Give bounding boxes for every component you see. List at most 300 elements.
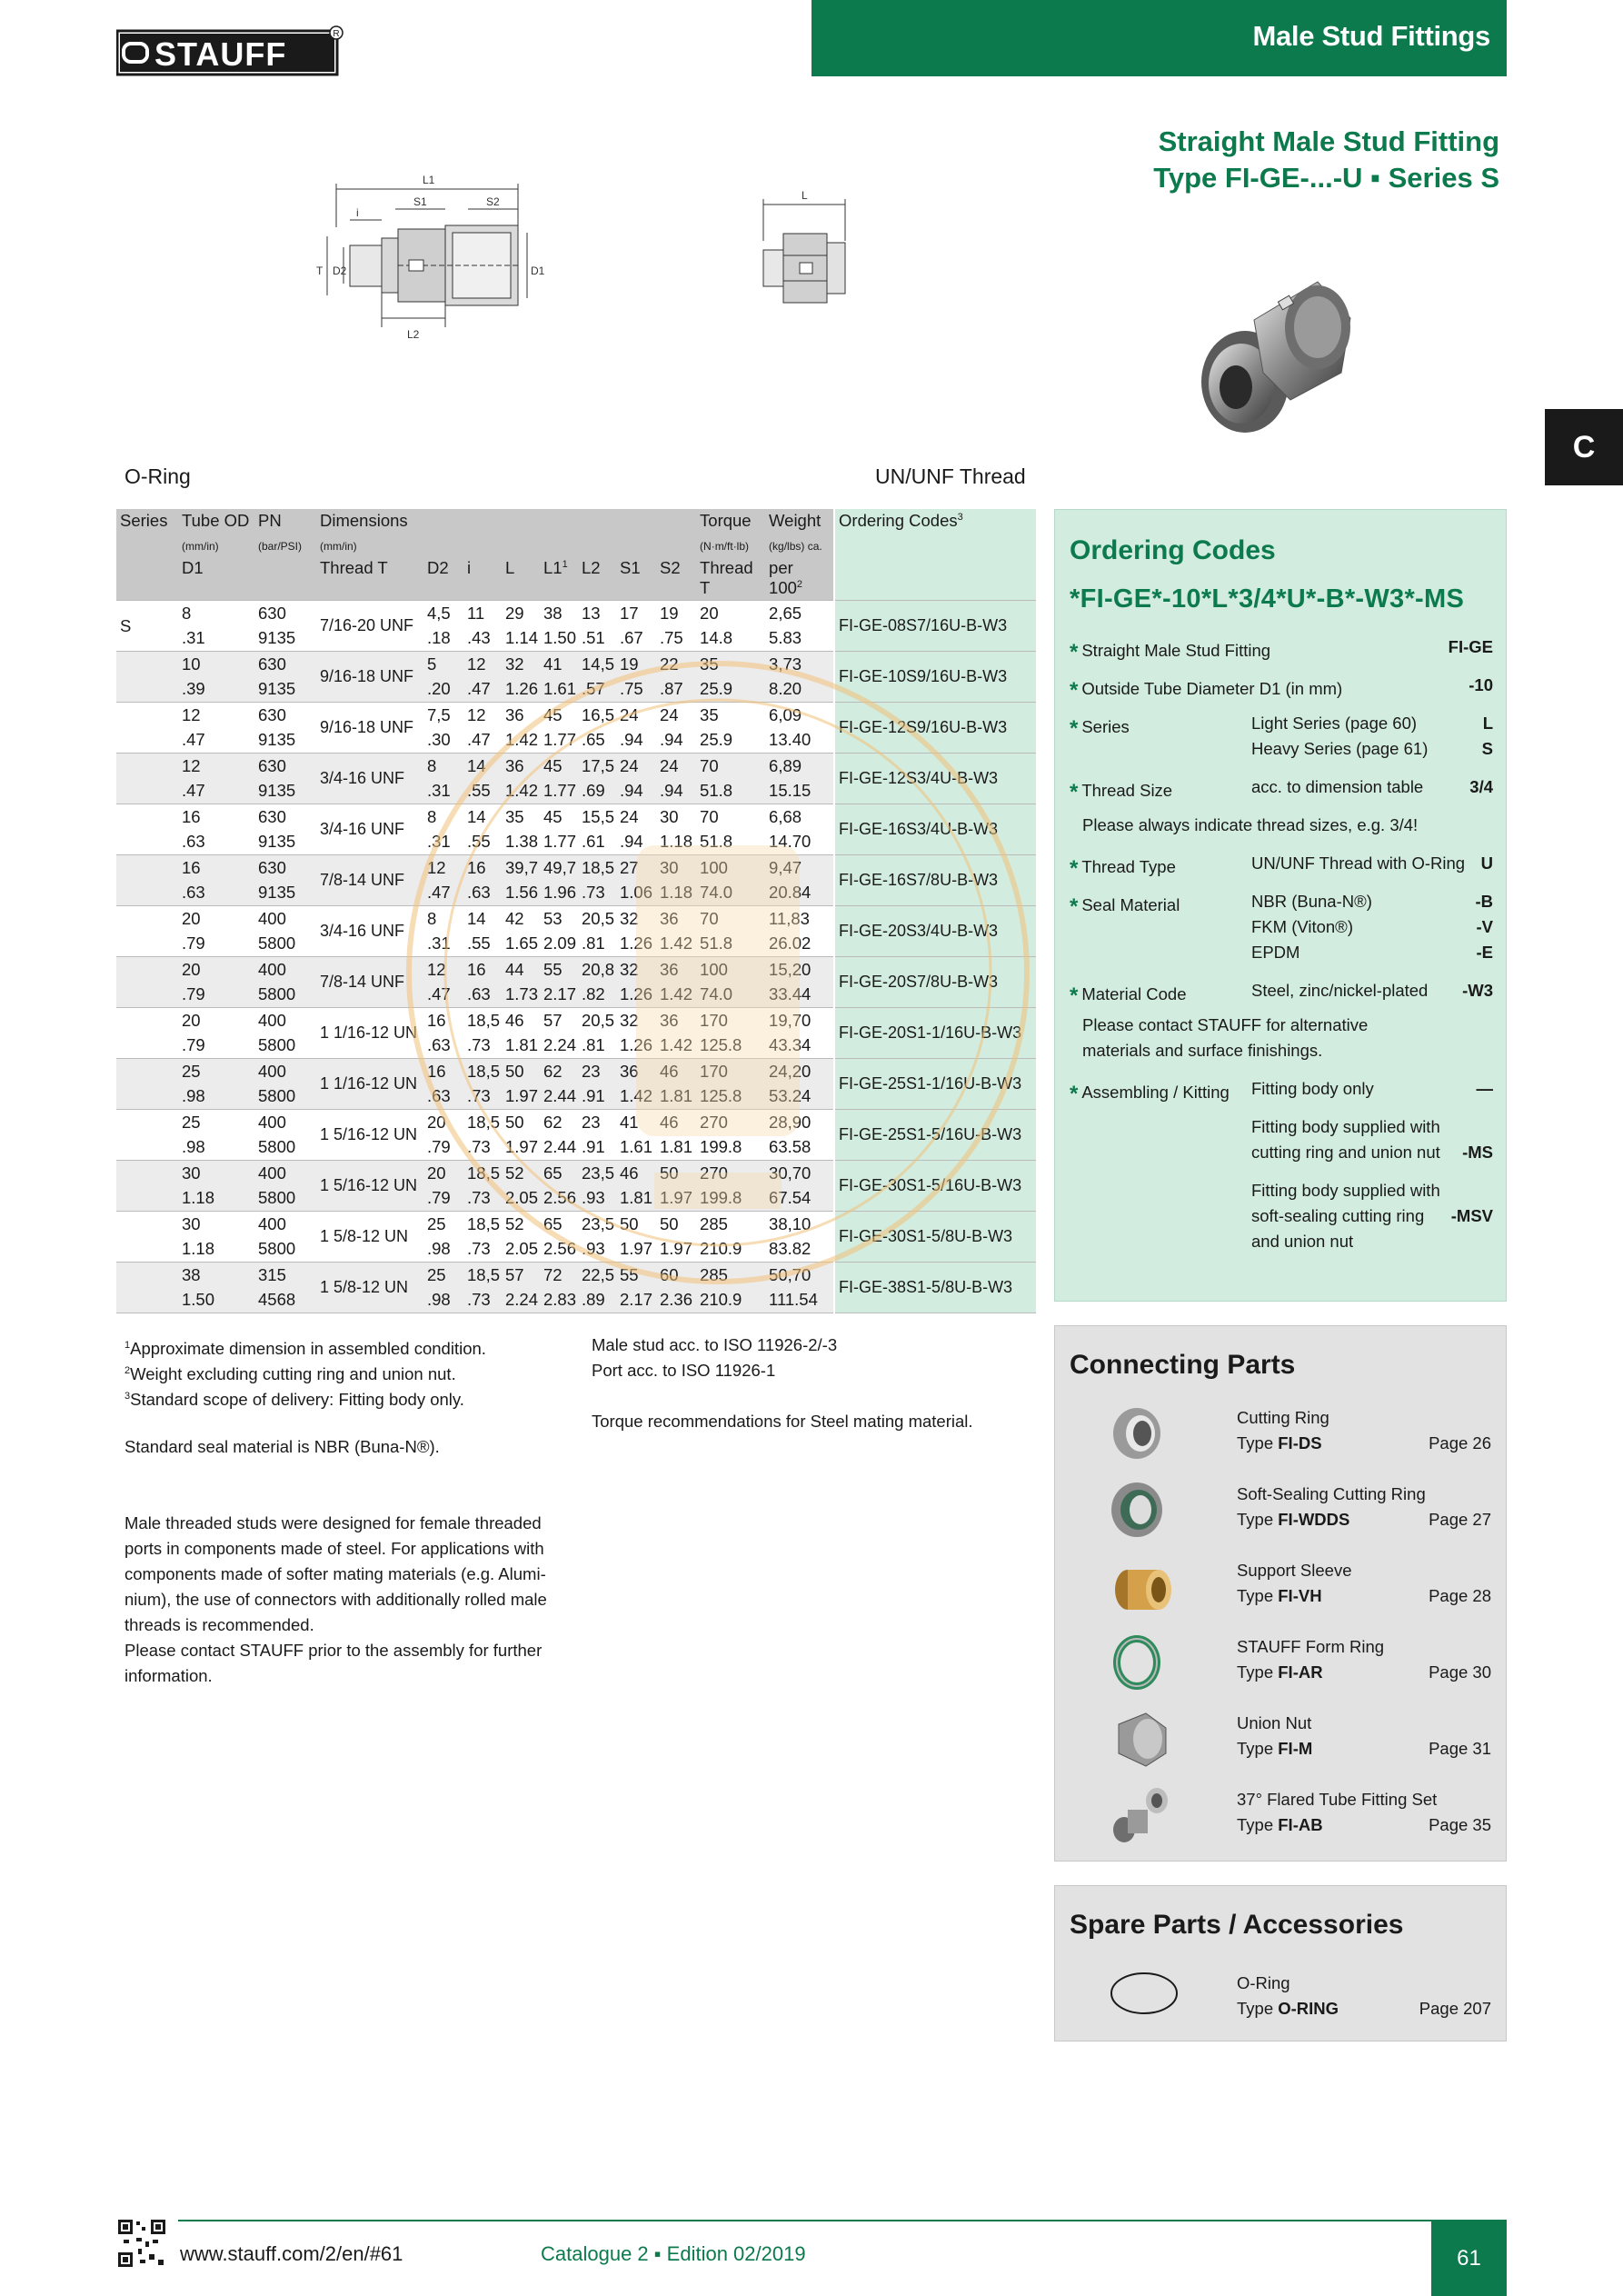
footnote-3: $^3$Standard scope of delivery: Fitting body only. (124, 1390, 464, 1410)
connecting-part-item[interactable] (1055, 1706, 1506, 1782)
cell-l1-in: 2.56 (543, 1239, 577, 1259)
cell-d2-in: .47 (423, 881, 463, 906)
cell-l1: 65 (540, 1212, 578, 1237)
cell-d2-in: .63 (423, 1084, 463, 1110)
cell-i-in: .55 (463, 779, 502, 804)
cell-d2: 25 (423, 1263, 463, 1288)
table-row (116, 906, 1036, 932)
torque-note: Torque recommendations for Steel mating material. (592, 1412, 973, 1431)
cell-s2: 60 (656, 1263, 696, 1288)
cell-l1-in: 1.77 (543, 730, 577, 750)
cell-s2: 50 (656, 1212, 696, 1237)
required-star: * (1070, 894, 1079, 919)
cell-l1: 62 (540, 1059, 578, 1084)
cell-l: 29 (502, 601, 540, 626)
table-row (116, 1161, 1036, 1186)
cell-pn-psi: 5800 (258, 1239, 296, 1259)
cell-ordering-code: FI-GE-12S9/16U-B-W3 (834, 703, 1036, 754)
ordering-value: -10 (1469, 675, 1493, 694)
cell-weight: 6,09 (765, 703, 834, 728)
cell-l-in: 2.05 (502, 1186, 540, 1212)
cell-s2-in: 1.81 (660, 1137, 693, 1157)
spare-page-link[interactable]: Page 207 (1419, 1999, 1491, 2018)
dim-label-d1: D1 (531, 265, 545, 277)
connecting-part-item[interactable] (1055, 1630, 1506, 1706)
ordering-option: cutting ring and union nut (1251, 1143, 1440, 1162)
cell-tube-od: 25 (178, 1059, 254, 1084)
ordering-value: -B (1475, 892, 1493, 911)
cell-torque-in: 51.8 (696, 779, 765, 804)
cell-weight-in: 43.34 (769, 1035, 812, 1055)
cell-i-in: .73 (467, 1137, 491, 1157)
cell-l1-in: 1.77 (543, 832, 577, 852)
cell-pn-psi: 9135 (254, 881, 316, 906)
cell-l: 39,7 (502, 855, 540, 881)
cell-s1-in: .75 (616, 677, 656, 703)
cell-d2-in: .98 (423, 1288, 463, 1313)
cell-d2-in: .79 (427, 1137, 451, 1157)
ordering-row (1070, 777, 1493, 803)
ordering-value: FI-GE (1448, 637, 1493, 656)
part-type: Type FI-AB (1237, 1815, 1323, 1834)
cell-weight: 2,65 (765, 601, 834, 626)
cell-s1: 32 (616, 957, 656, 983)
cell-i-in: .47 (463, 677, 502, 703)
cell-tube-od: 20 (178, 1008, 254, 1033)
cell-tube-od-in: .47 (178, 779, 254, 804)
cell-i-in: .73 (467, 1035, 491, 1055)
cell-l-in: 1.56 (502, 881, 540, 906)
connecting-part-item[interactable] (1055, 1401, 1506, 1477)
ordering-label: Thread Size (1081, 781, 1173, 800)
soft-sealing-ring-icon (1100, 1477, 1182, 1542)
cell-s2: 36 (656, 957, 696, 983)
ordering-value: -MSV (1450, 1206, 1493, 1225)
part-page-link[interactable]: Page 30 (1429, 1662, 1491, 1682)
cell-torque-in: 210.9 (700, 1239, 742, 1259)
cell-s2: 22 (656, 652, 696, 677)
cell-s1-in: 2.17 (616, 1288, 656, 1313)
cell-l: 50 (502, 1110, 540, 1135)
required-star: * (1070, 856, 1079, 881)
cell-s2-in: 1.97 (656, 1186, 696, 1212)
col-weight-per: per $100^2$ (765, 556, 834, 601)
cell-l2: 16,5 (578, 703, 616, 728)
table-row (116, 754, 1036, 779)
cell-l2-in: .93 (578, 1186, 616, 1212)
cell-l1: 45 (540, 754, 578, 779)
cell-thread: 3/4-16 UNF (316, 754, 423, 804)
part-type: Type FI-WDDS (1237, 1510, 1350, 1529)
ordering-label: Straight Male Stud Fitting (1081, 641, 1271, 660)
cell-d2: 5 (423, 652, 463, 677)
cell-l2-in: .93 (582, 1239, 605, 1259)
cell-series (116, 1263, 178, 1313)
cell-ordering-code: FI-GE-20S3/4U-B-W3 (834, 906, 1036, 957)
required-star: * (1070, 716, 1079, 741)
cell-weight: 38,10 (765, 1212, 834, 1237)
cell-l1: 55 (540, 957, 578, 983)
cell-series (116, 1161, 178, 1212)
cell-thread: 3/4-16 UNF (316, 906, 423, 957)
required-star: * (1070, 640, 1079, 664)
cell-weight: 19,70 (765, 1008, 834, 1033)
cell-l1-in: 1.50 (543, 628, 577, 648)
qr-code-icon[interactable] (116, 2218, 167, 2269)
cell-pn: 315 (254, 1263, 316, 1288)
cell-pn-psi: 9135 (258, 832, 296, 852)
cell-i: 12 (463, 703, 502, 728)
cell-s2-in: 2.36 (656, 1288, 696, 1313)
cell-weight: 9,47 (765, 855, 834, 881)
cell-weight: 6,89 (765, 754, 834, 779)
cell-l: 35 (502, 804, 540, 830)
cell-thread: 1 1/16-12 UN (316, 1059, 423, 1110)
part-name: STAUFF Form Ring (1237, 1637, 1385, 1656)
part-name: Cutting Ring (1237, 1408, 1329, 1427)
cell-l2: 20,5 (578, 906, 616, 932)
cell-pn-psi: 5800 (258, 1035, 296, 1055)
cell-s1-in: .94 (620, 730, 643, 750)
section-title: Male Stud Fittings (1252, 20, 1490, 52)
page-number: 61 (1431, 2221, 1507, 2296)
cell-weight-in: 13.40 (769, 730, 812, 750)
table-row (116, 1263, 1036, 1288)
cell-tube-od-in: 1.18 (182, 1239, 215, 1259)
col-series: Series (116, 509, 178, 533)
cell-l-in: 1.97 (502, 1084, 540, 1110)
cell-d2-in: .31 (427, 933, 451, 953)
cell-l-in: 2.24 (502, 1288, 540, 1313)
cell-tube-od-in: .98 (182, 1137, 205, 1157)
cell-l1-in: 2.44 (543, 1137, 577, 1157)
ordering-value: U (1480, 854, 1493, 873)
cell-s2: 24 (656, 754, 696, 779)
ordering-value: L (1482, 714, 1493, 733)
cell-s2: 36 (656, 906, 696, 932)
cell-s2-in: 1.42 (656, 983, 696, 1008)
cell-thread: 1 1/16-12 UN (316, 1008, 423, 1059)
cell-weight-in: 8.20 (765, 677, 834, 703)
cell-tube-od: 16 (178, 804, 254, 830)
spare-type: Type O-RING (1237, 1999, 1339, 2018)
part-page-link[interactable]: Page 31 (1429, 1739, 1491, 1758)
cell-weight-in: 20.84 (765, 881, 834, 906)
part-page-link[interactable]: Page 28 (1429, 1586, 1491, 1605)
cell-weight: 28,90 (765, 1110, 834, 1135)
cell-l2: 14,5 (578, 652, 616, 677)
cell-s2: 46 (656, 1110, 696, 1135)
cell-series: S (116, 601, 178, 652)
ordering-option: NBR (Buna-N®) (1251, 892, 1372, 911)
table-row (116, 601, 1036, 626)
footnote-2: $^2$Weight excluding cutting ring and union nut. (124, 1364, 456, 1384)
cell-l2: 17,5 (578, 754, 616, 779)
dim-label-s2: S2 (486, 195, 500, 208)
col-i: i (463, 556, 502, 601)
cell-torque-in: 199.8 (696, 1186, 765, 1212)
cell-ordering-code: FI-GE-16S3/4U-B-W3 (834, 804, 1036, 855)
cell-s2: 50 (656, 1161, 696, 1186)
cell-ordering-code: FI-GE-20S7/8U-B-W3 (834, 957, 1036, 1008)
cell-tube-od: 20 (178, 906, 254, 932)
cell-pn: 630 (254, 601, 316, 626)
cell-s1: 27 (616, 855, 656, 881)
cell-s2-in: 1.18 (660, 832, 693, 852)
cell-s1: 24 (616, 804, 656, 830)
cell-s2-in: 1.97 (660, 1239, 693, 1259)
cell-l2: 23,5 (578, 1161, 616, 1186)
cell-d2-in: .79 (423, 1186, 463, 1212)
cell-ordering-code: FI-GE-25S1-1/16U-B-W3 (834, 1059, 1036, 1110)
thread-label: UN/UNF Thread (875, 464, 1026, 488)
connecting-parts-panel (1054, 1325, 1507, 1862)
cell-l2: 23,5 (578, 1212, 616, 1237)
cell-thread: 7/8-14 UNF (316, 855, 423, 906)
cell-s1: 55 (616, 1263, 656, 1288)
ordering-label: Assembling / Kitting (1081, 1083, 1230, 1102)
cell-l1-in: 2.24 (543, 1035, 577, 1055)
iso-note-1: Male stud acc. to ISO 11926-2/-3 (592, 1335, 838, 1354)
cell-pn-psi: 5800 (258, 1137, 296, 1157)
cell-tube-od-in: .63 (182, 832, 205, 852)
cell-s1-in: .94 (620, 832, 643, 852)
dim-label-d2: D2 (333, 265, 347, 277)
cell-i: 16 (463, 957, 502, 983)
ordering-row (1070, 854, 1493, 879)
cell-pn-psi: 5800 (254, 1186, 316, 1212)
required-star: * (1070, 678, 1079, 703)
ordering-option: Fitting body only (1251, 1079, 1374, 1098)
cell-l1-in: 1.61 (540, 677, 578, 703)
form-ring-icon (1100, 1630, 1182, 1695)
cell-i: 18,5 (463, 1212, 502, 1237)
cell-ordering-code: FI-GE-12S3/4U-B-W3 (834, 754, 1036, 804)
cell-thread: 3/4-16 UNF (316, 804, 423, 855)
part-name: 37° Flared Tube Fitting Set (1237, 1790, 1438, 1809)
steel-note-3: components made of softer mating materials (e.g. Alumi- (124, 1564, 546, 1583)
cell-weight-in: 26.02 (769, 933, 812, 953)
iso-note-2: Port acc. to ISO 11926-1 (592, 1361, 776, 1380)
cell-l: 36 (502, 703, 540, 728)
cell-l1-in: 2.83 (540, 1288, 578, 1313)
cell-pn: 400 (254, 1110, 316, 1135)
cell-d2: 25 (423, 1212, 463, 1237)
cell-series (116, 1212, 178, 1263)
cell-tube-od: 8 (178, 601, 254, 626)
cell-weight: 24,20 (765, 1059, 834, 1084)
cell-pn-psi: 5800 (254, 983, 316, 1008)
connecting-part-item[interactable] (1055, 1477, 1506, 1553)
ordering-row (1070, 675, 1493, 701)
cell-d2: 20 (423, 1110, 463, 1135)
ordering-codes-panel (1054, 509, 1507, 1302)
cell-s2: 46 (656, 1059, 696, 1084)
table-row (116, 652, 1036, 677)
support-sleeve-icon (1100, 1553, 1182, 1619)
cell-s1-in: .67 (620, 628, 643, 648)
oring-label: O-Ring (124, 464, 191, 488)
cell-l2: 20,5 (578, 1008, 616, 1033)
cell-l2-in: .81 (582, 933, 605, 953)
ordering-title: Ordering Codes (1070, 535, 1276, 565)
cell-l1: 45 (540, 804, 578, 830)
cell-i-in: .73 (463, 1084, 502, 1110)
cell-s2-in: .87 (656, 677, 696, 703)
footer-rule (178, 2220, 1507, 2221)
cell-pn: 630 (254, 804, 316, 830)
ordering-row (1070, 1041, 1493, 1061)
cell-l-in: 1.42 (502, 779, 540, 804)
cell-d2-in: .31 (423, 779, 463, 804)
col-l: L (502, 556, 540, 601)
cell-i: 18,5 (463, 1161, 502, 1186)
table-row (116, 957, 1036, 983)
cell-series (116, 1059, 178, 1110)
cell-i: 14 (463, 804, 502, 830)
cell-l1-in: 1.77 (540, 779, 578, 804)
cell-pn: 400 (254, 957, 316, 983)
cell-l1: 49,7 (540, 855, 578, 881)
cell-pn: 630 (254, 855, 316, 881)
cell-s2: 24 (656, 703, 696, 728)
steel-note-7: information. (124, 1666, 213, 1685)
cell-tube-od-in: 1.50 (178, 1288, 254, 1313)
cell-l-in: 1.42 (505, 730, 539, 750)
cell-pn: 400 (254, 1059, 316, 1084)
cell-i: 18,5 (463, 1263, 502, 1288)
spare-title: Spare Parts / Accessories (1070, 1910, 1404, 1940)
ordering-row (1070, 1079, 1493, 1104)
steel-note-2: ports in components made of steel. For applications with (124, 1539, 544, 1558)
ordering-option: FKM (Viton®) (1251, 917, 1353, 936)
cell-series (116, 1008, 178, 1059)
cell-d2: 4,5 (423, 601, 463, 626)
product-photo (1181, 264, 1363, 445)
connecting-part-item[interactable] (1055, 1782, 1506, 1859)
part-page-link[interactable]: Page 27 (1429, 1510, 1491, 1529)
cell-l-in: 1.14 (505, 628, 539, 648)
cell-l: 42 (502, 906, 540, 932)
required-star: * (1070, 780, 1079, 804)
ordering-row (1070, 1015, 1493, 1035)
cell-l2-in: .82 (578, 983, 616, 1008)
table-row (116, 1110, 1036, 1135)
assembly-drawing (300, 173, 545, 354)
cell-s2: 19 (656, 601, 696, 626)
cell-thread: 7/8-14 UNF (316, 957, 423, 1008)
cell-s1-in: 1.97 (620, 1239, 653, 1259)
cell-thread: 7/16-20 UNF (316, 601, 423, 652)
torque-unit: (N·m/ft·lb) (700, 540, 750, 553)
cell-l2-in: .91 (582, 1137, 605, 1157)
cell-ordering-code: FI-GE-08S7/16U-B-W3 (834, 601, 1036, 652)
ordering-example: *FI-GE*-10*L*3/4*U*-B*-W3*-MS (1070, 584, 1465, 614)
cell-i-in: .43 (467, 628, 491, 648)
cell-d2-in: .63 (427, 1035, 451, 1055)
dimension-table (116, 509, 1036, 1313)
col-s2: S2 (656, 556, 696, 601)
cell-d2: 20 (423, 1161, 463, 1186)
cell-torque: 70 (696, 754, 765, 779)
cell-l2: 23 (578, 1110, 616, 1135)
col-tube-od: Tube OD (178, 509, 254, 533)
connecting-part-item[interactable] (1055, 1553, 1506, 1630)
footer-catalogue: Catalogue 2 ▪ Edition 02/2019 (541, 2242, 806, 2265)
ordering-option: Steel, zinc/nickel-plated (1251, 981, 1429, 1000)
cell-torque: 35 (696, 652, 765, 677)
ordering-label: materials and surface finishings. (1082, 1041, 1323, 1060)
ordering-value: -W3 (1462, 981, 1493, 1000)
ordering-option: and union nut (1251, 1232, 1354, 1251)
cell-weight: 6,68 (765, 804, 834, 830)
steel-note-1: Male threaded studs were designed for female threaded (124, 1513, 542, 1532)
cell-series (116, 957, 178, 1008)
cell-s1-in: 1.26 (620, 933, 653, 953)
cell-l1: 45 (540, 703, 578, 728)
cell-l1: 62 (540, 1110, 578, 1135)
cell-torque-in: 14.8 (700, 628, 733, 648)
cell-l1-in: 2.44 (540, 1084, 578, 1110)
cell-tube-od-in: .79 (182, 933, 205, 953)
cell-s1: 36 (616, 1059, 656, 1084)
product-title: Straight Male Stud Fitting (1158, 125, 1499, 157)
product-type: Type FI-GE-...-U ▪ Series S (1153, 162, 1499, 194)
steel-note-4: nium), the use of connectors with additionally rolled male (124, 1590, 547, 1609)
col-ordering-codes: Ordering Codes$^3$ (834, 509, 1036, 601)
cell-d2-in: .18 (427, 628, 451, 648)
cell-weight: 11,83 (765, 906, 834, 932)
table-row (116, 804, 1036, 830)
cell-l-in: 1.97 (505, 1137, 539, 1157)
ordering-row (1070, 981, 1493, 1006)
seal-note: Standard seal material is NBR (Buna-N®). (124, 1437, 440, 1456)
cell-d2-in: .98 (427, 1239, 451, 1259)
cell-i: 11 (463, 601, 502, 626)
part-page-link[interactable]: Page 26 (1429, 1433, 1491, 1452)
cell-ordering-code: FI-GE-25S1-5/16U-B-W3 (834, 1110, 1036, 1161)
cell-s1-in: 1.61 (620, 1137, 653, 1157)
part-page-link[interactable]: Page 35 (1429, 1815, 1491, 1834)
ordering-label: Outside Tube Diameter D1 (in mm) (1081, 679, 1343, 698)
cell-torque: 285 (696, 1263, 765, 1288)
col-thread-t: Thread T (316, 556, 423, 601)
chapter-tab[interactable]: C (1545, 409, 1623, 485)
cell-torque-in: 25.9 (700, 730, 733, 750)
cell-pn: 630 (254, 754, 316, 779)
dim-label-l1: L1 (423, 174, 435, 186)
cell-weight-in: 14.70 (769, 832, 812, 852)
cell-tube-od: 10 (178, 652, 254, 677)
cell-i: 14 (463, 906, 502, 932)
cell-weight-in: 15.15 (765, 779, 834, 804)
table-row (116, 1059, 1036, 1084)
col-d2: D2 (423, 556, 463, 601)
cell-l: 32 (502, 652, 540, 677)
table-row (116, 1212, 1036, 1237)
cell-torque: 70 (696, 804, 765, 830)
cell-torque-in: 125.8 (696, 1084, 765, 1110)
cell-pn-psi: 5800 (254, 1084, 316, 1110)
cell-s2-in: 1.81 (656, 1084, 696, 1110)
cell-d2: 7,5 (423, 703, 463, 728)
cell-i: 16 (463, 855, 502, 881)
cell-l1: 57 (540, 1008, 578, 1033)
col-l2: L2 (578, 556, 616, 601)
footer-url-link[interactable]: www.stauff.com/2/en/#61 (180, 2242, 403, 2265)
cell-s2-in: 1.42 (660, 1035, 693, 1055)
ordering-option: EPDM (1251, 943, 1300, 962)
